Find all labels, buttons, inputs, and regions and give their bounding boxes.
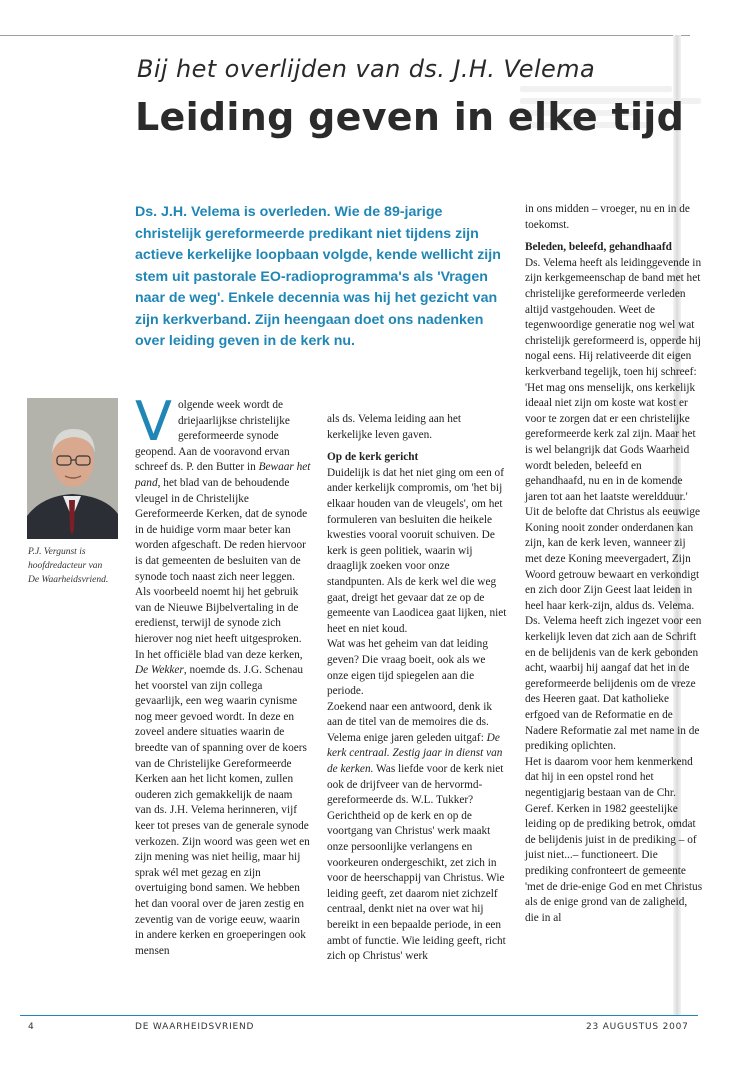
article-column-3 (525, 202, 703, 926)
section-heading: Beleden, beleefd, gehandhaafd (525, 241, 672, 254)
publication-title: De Wekker (135, 664, 184, 677)
caption-line: P.J. Vergunst is (28, 547, 86, 557)
author-caption (28, 545, 120, 587)
footer-rule (20, 1015, 698, 1016)
drop-cap: V (135, 390, 172, 453)
issue-date: 23 AUGUSTUS 2007 (586, 1022, 689, 1032)
body-paragraph: Wat was het geheim van dat leiding geven? Die vraag boeit, ook als we onze eigen tijd spiegelen aan die periode. (327, 638, 488, 698)
top-rule (0, 35, 690, 36)
article-column-2 (327, 412, 507, 965)
article-overtitle: Bij het overlijden van ds. J.H. Velema (137, 55, 596, 83)
page-number: 4 (28, 1022, 35, 1032)
book-title: De kerk centraal. Zestig jaar in dienst van de kerken. (327, 731, 503, 776)
magazine-name: DE WAARHEIDSVRIEND (135, 1022, 255, 1032)
body-paragraph: Volgende week wordt de driejaarlijkse christelijke gereformeerde synode geopend. Aan de vooravond ervan schreef ds. P. den Butter in Bewaar het pand, het blad van de behoudende vleugel in de Christelijke Gereformeerde Kerken, dat de synode in de huidige vorm maar beter kan worden afgeschaft. De reden hiervoor is dat gemeenten de besluiten van de synode toch naast zich neer leggen. Als voorbeeld noemt hij het gebruik van de Nieuwe Bijbelvertaling in de eredienst, terwijl de synode zich hierover nog niet heeft uitgesproken. In het officiële blad van deze kerken, De Wekker, noemde ds. J.G. Schenau het voorstel van zijn collega gevaarlijk, een weg waarin cynisme nog meer gevoed wordt. In deze en zoveel andere situaties waarin de breedte van of spanning over de koers van de Christelijke Gereformeerde Kerken aan het licht komen, zullen ouderen zich gemakkelijk de naam van ds. J.H. Velema herinneren, vijf keer tot preses van de generale synode verkozen. Zijn woord was geen wet en zijn mening was niet heilig, maar hij sprak wél met gezag en zijn overtuiging bond samen. We hebben het dan vooral over de jaren zestig en zeventig van de vorige eeuw, waarin in andere kerken en groeperingen ook mensen (135, 390, 311, 957)
author-portrait-illustration (27, 398, 118, 539)
caption-line: De Waarheidsvriend. (28, 575, 109, 585)
article-title: Leiding geven in elke tijd (135, 95, 685, 139)
author-photo (27, 398, 118, 539)
section-heading: Op de kerk gericht (327, 451, 419, 464)
body-paragraph: Zoekend naar een antwoord, denk ik aan de titel van de memoires die ds. Velema enige jaren geleden uitgaf: De kerk centraal. Zestig jaar in dienst van de kerken. Was liefde voor de kerk niet ook de drijfveer van de hervormd-gereformeerde ds. W.L. Tukker? Gerichtheid op de kerk en op de voortgang van Christus' werk maakt onze persoonlijke verlangens en voorkeuren ondergeschikt, zet zich in voor de heerschappij van Christus. Wie leiding geeft, zet daarom niet zichzelf centraal, denkt niet na over wat hij bereikt in een bepaalde periode, in een ambt of functie. Wie leiding geeft, richt zich op Christus' werk (327, 700, 506, 963)
body-paragraph: Ds. Velema heeft als leidinggevende in zijn kerkgemeenschap de band met het christelijke gereformeerde verleden altijd vastgehouden. Weet de tegenwoordige generatie nog wel wat christelijk gereformeerd is, opperde hij nogal eens. Hij relativeerde dit eigen kerkverband tegelijk, toen hij schreef: 'Het mag ons menselijk, ons kerkelijk ideaal niet zijn om koste wat kost er voor te zorgen dat er een christelijke gereformeerde kerk zal zijn. Maar het is wel belangrijk dat Gods Waarheid wordt beleden, beleefd en gehandhaafd, nu en in de komende jaren tot aan het laatste wereldduur.' Uit de belofte dat Christus als eeuwige Koning nooit zonder onderdanen kan zijn, kan de kerk leven, wanneer zij met deze Koning meevergadert, Zijn Woord getrouw bewaart en verkondigt en zich door Zijn Geest laat leiden in heel haar kerk-zijn, aldus ds. Velema. (525, 256, 702, 612)
body-paragraph: in ons midden – vroeger, nu en in de toekomst. (525, 203, 690, 231)
article-lead: Ds. J.H. Velema is overleden. Wie de 89-jarige christelijk gereformeerde predikant niet tijdens zijn actieve kerkelijke loopbaan volgde, kende wellicht zijn stem uit pastorale EO-radioprogramma's als 'Vragen naar de weg'. Enkele decennia was hij het gezicht van zijn kerkverband. Zijn heengaan doet ons nadenken over leiding geven in de kerk nu. (135, 204, 501, 349)
publication-title: Bewaar het pand (135, 461, 311, 489)
article-column-1 (135, 390, 311, 959)
body-paragraph: Het is daarom voor hem kenmerkend dat hij in een opstel rond het negentigjarig bestaan van de Chr. Geref. Kerken in 1982 geestelijke leiding op de prediking betrok, omdat de belijdenis juist in de prediking – of juist niet...– functioneert. Die prediking confronteert de gemeente 'met de drie-enige God en met Christus als de enige grond van de zaligheid, die in al (525, 755, 703, 924)
caption-line: hoofdredacteur van (28, 561, 103, 571)
body-paragraph: Duidelijk is dat het niet ging om een of ander kerkelijk compromis, om 'het bij elkaar houden van de vleugels', om het formuleren van besluiten die heikele kwesties vooral vooruit schuiven. De kerk is geen politiek, waarin wij draaglijk zoeken voor onze standpunten. Als de kerk wel die weg gaat, dreigt het gevaar dat ze op de gemeente van Laodicea gaat lijken, niet heet en niet koud. (327, 466, 507, 635)
body-paragraph: Ds. Velema heeft zich ingezet voor een kerkelijk leven dat zich aan de Schrift en de belijdenis van de kerk gebonden acht, waarbij hij aangaf dat het in de gereformeerde belijdenis om de vreze des Heeren gaat. Dat katholieke erfgoed van de Reformatie en de Nadere Reformatie zal met name in de prediking oplichten. (525, 615, 702, 753)
body-paragraph: als ds. Velema leiding aan het kerkelijke leven gaven. (327, 413, 462, 441)
